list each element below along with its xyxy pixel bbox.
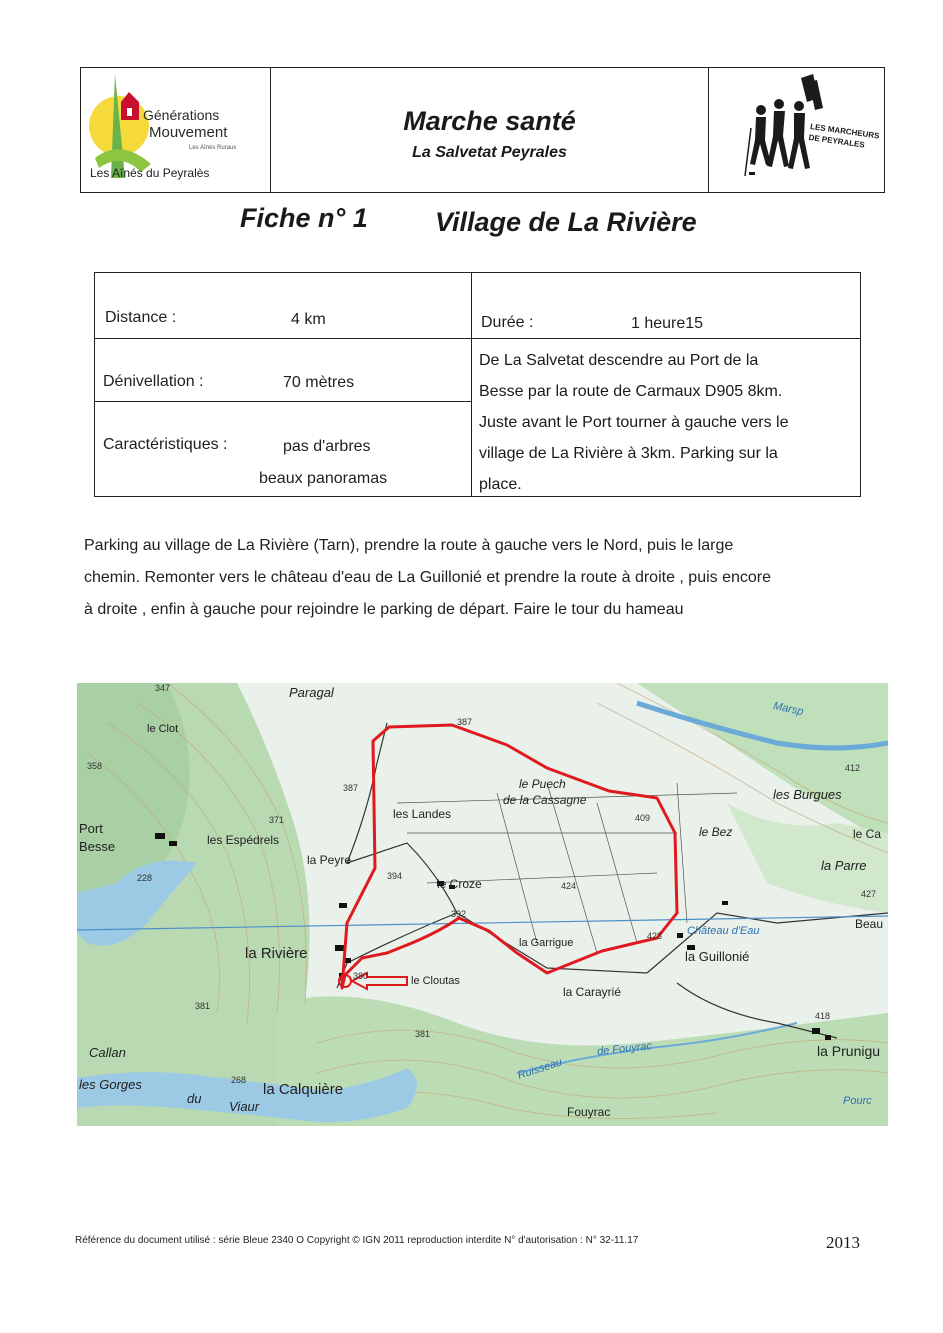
map-reference: Référence du document utilisé : série Bleue 2340 O Copyright © IGN 2011 reproduction interdite N° d'autorisation : N° 32-11.17 bbox=[75, 1235, 639, 1246]
caracteristiques-value2: beaux panoramas bbox=[259, 470, 388, 487]
fiche-number: Fiche n° 1 bbox=[240, 203, 368, 233]
map-label: de Fouyrac bbox=[596, 1040, 653, 1058]
logo-tagline: Les Aînés Ruraux bbox=[189, 145, 237, 151]
spot-height: 268 bbox=[231, 1075, 247, 1085]
header-box bbox=[80, 67, 885, 193]
walkers-logo-text: LES MARCHEURS DE PEYRALES bbox=[808, 121, 880, 150]
duree-value: 1 heure15 bbox=[631, 315, 704, 332]
description-line: Parking au village de La Rivière (Tarn), prendre la route à gauche vers le Nord, puis le large bbox=[84, 537, 734, 554]
map-label: la Parre bbox=[821, 858, 867, 873]
map-label: la Garrigue bbox=[519, 937, 574, 949]
map-label: le Cloutas bbox=[411, 975, 460, 987]
spot-height: 358 bbox=[87, 761, 103, 771]
table-divider bbox=[95, 401, 472, 402]
map-label: Ruisseau bbox=[516, 1056, 564, 1082]
map-label: le Clot bbox=[147, 723, 179, 735]
distance-value: 4 km bbox=[291, 311, 326, 328]
spot-height: 423 bbox=[647, 931, 663, 941]
spot-height: 412 bbox=[845, 763, 861, 773]
logo-marcheurs bbox=[708, 68, 884, 192]
page-title: Marche santé bbox=[403, 106, 576, 136]
spot-height: 371 bbox=[269, 815, 285, 825]
spot-height: 409 bbox=[635, 813, 651, 823]
spot-height: 387 bbox=[457, 717, 473, 727]
map-label: le Ca bbox=[853, 827, 882, 841]
map-label: les Espédrels bbox=[207, 833, 280, 847]
access-directions bbox=[479, 345, 849, 500]
map-label: la Carayrié bbox=[563, 985, 622, 999]
route-description bbox=[84, 530, 884, 626]
table-divider bbox=[95, 338, 860, 339]
spot-height: 394 bbox=[387, 871, 403, 881]
map-label: la Peyre bbox=[307, 853, 352, 867]
map-label: de la Cassagne bbox=[503, 793, 587, 807]
access-line: De La Salvetat descendre au Port de la bbox=[479, 352, 759, 369]
denivellation-value: 70 mètres bbox=[283, 374, 355, 391]
description-line: à droite , enfin à gauche pour rejoindre le parking de départ. Faire le tour du hameau bbox=[84, 601, 684, 618]
map-label: les Landes bbox=[393, 807, 452, 821]
map-label: Fouyrac bbox=[567, 1105, 611, 1119]
spot-height: 380 bbox=[353, 971, 369, 981]
info-table bbox=[94, 272, 861, 497]
fiche-name: Village de La Rivière bbox=[435, 207, 697, 237]
duree-label: Durée : bbox=[481, 314, 534, 331]
map-label: Château d'Eau bbox=[687, 925, 760, 937]
logo-org-line1: Générations bbox=[143, 107, 220, 123]
map-label: le Puech bbox=[519, 777, 566, 791]
spot-height: 387 bbox=[343, 783, 359, 793]
map-label: Port bbox=[79, 821, 103, 836]
map-background bbox=[77, 683, 888, 1126]
caracteristiques-value1: pas d'arbres bbox=[283, 438, 371, 455]
map-label: du bbox=[187, 1091, 202, 1106]
distance-label: Distance : bbox=[105, 309, 177, 326]
spot-height: 347 bbox=[155, 683, 171, 693]
logo-club-name: Les Aînés du Peyralès bbox=[90, 166, 210, 180]
access-line: Besse par la route de Carmaux D905 8km. bbox=[479, 383, 783, 400]
spot-height: 381 bbox=[195, 1001, 211, 1011]
map-label: la Prunigu bbox=[817, 1043, 881, 1059]
access-line: Juste avant le Port tourner à gauche vers le bbox=[479, 414, 789, 431]
route-map bbox=[77, 683, 888, 1126]
map-label: Besse bbox=[79, 839, 116, 854]
map-label: Callan bbox=[89, 1045, 126, 1060]
denivellation-label: Dénivellation : bbox=[103, 373, 204, 390]
map-label: Pourc bbox=[843, 1095, 872, 1107]
map-label: Viaur bbox=[229, 1099, 260, 1114]
map-label: la Calquière bbox=[263, 1081, 344, 1098]
map-label: les Burgues bbox=[773, 787, 842, 802]
spot-height: 427 bbox=[861, 889, 877, 899]
page-subtitle: La Salvetat Peyrales bbox=[412, 144, 567, 161]
spot-height: 381 bbox=[415, 1029, 431, 1039]
spot-height: 392 bbox=[451, 909, 467, 919]
caracteristiques-label: Caractéristiques : bbox=[103, 436, 228, 453]
access-line: village de La Rivière à 3km. Parking sur la bbox=[479, 445, 778, 462]
map-label: Marsp bbox=[772, 699, 805, 719]
logo-generations-mouvement bbox=[81, 68, 271, 192]
logo-org-line2: Mouvement bbox=[149, 124, 228, 141]
year: 2013 bbox=[826, 1233, 860, 1252]
map-label: Paragal bbox=[289, 685, 334, 700]
access-line: place. bbox=[479, 476, 522, 493]
spot-height: 418 bbox=[815, 1011, 831, 1021]
map-label: la Rivière bbox=[245, 945, 308, 962]
table-divider bbox=[471, 273, 472, 496]
map-label: les Gorges bbox=[79, 1077, 142, 1092]
spot-height: 424 bbox=[561, 881, 577, 891]
map-label: Beau bbox=[855, 917, 884, 931]
spot-height: 228 bbox=[137, 873, 153, 883]
description-line: chemin. Remonter vers le château d'eau de La Guillonié et prendre la route à droite , puis encore bbox=[84, 569, 772, 586]
map-label: le Croze bbox=[437, 877, 482, 891]
map-label: le Bez bbox=[699, 825, 733, 839]
map-label: la Guillonié bbox=[685, 949, 750, 964]
